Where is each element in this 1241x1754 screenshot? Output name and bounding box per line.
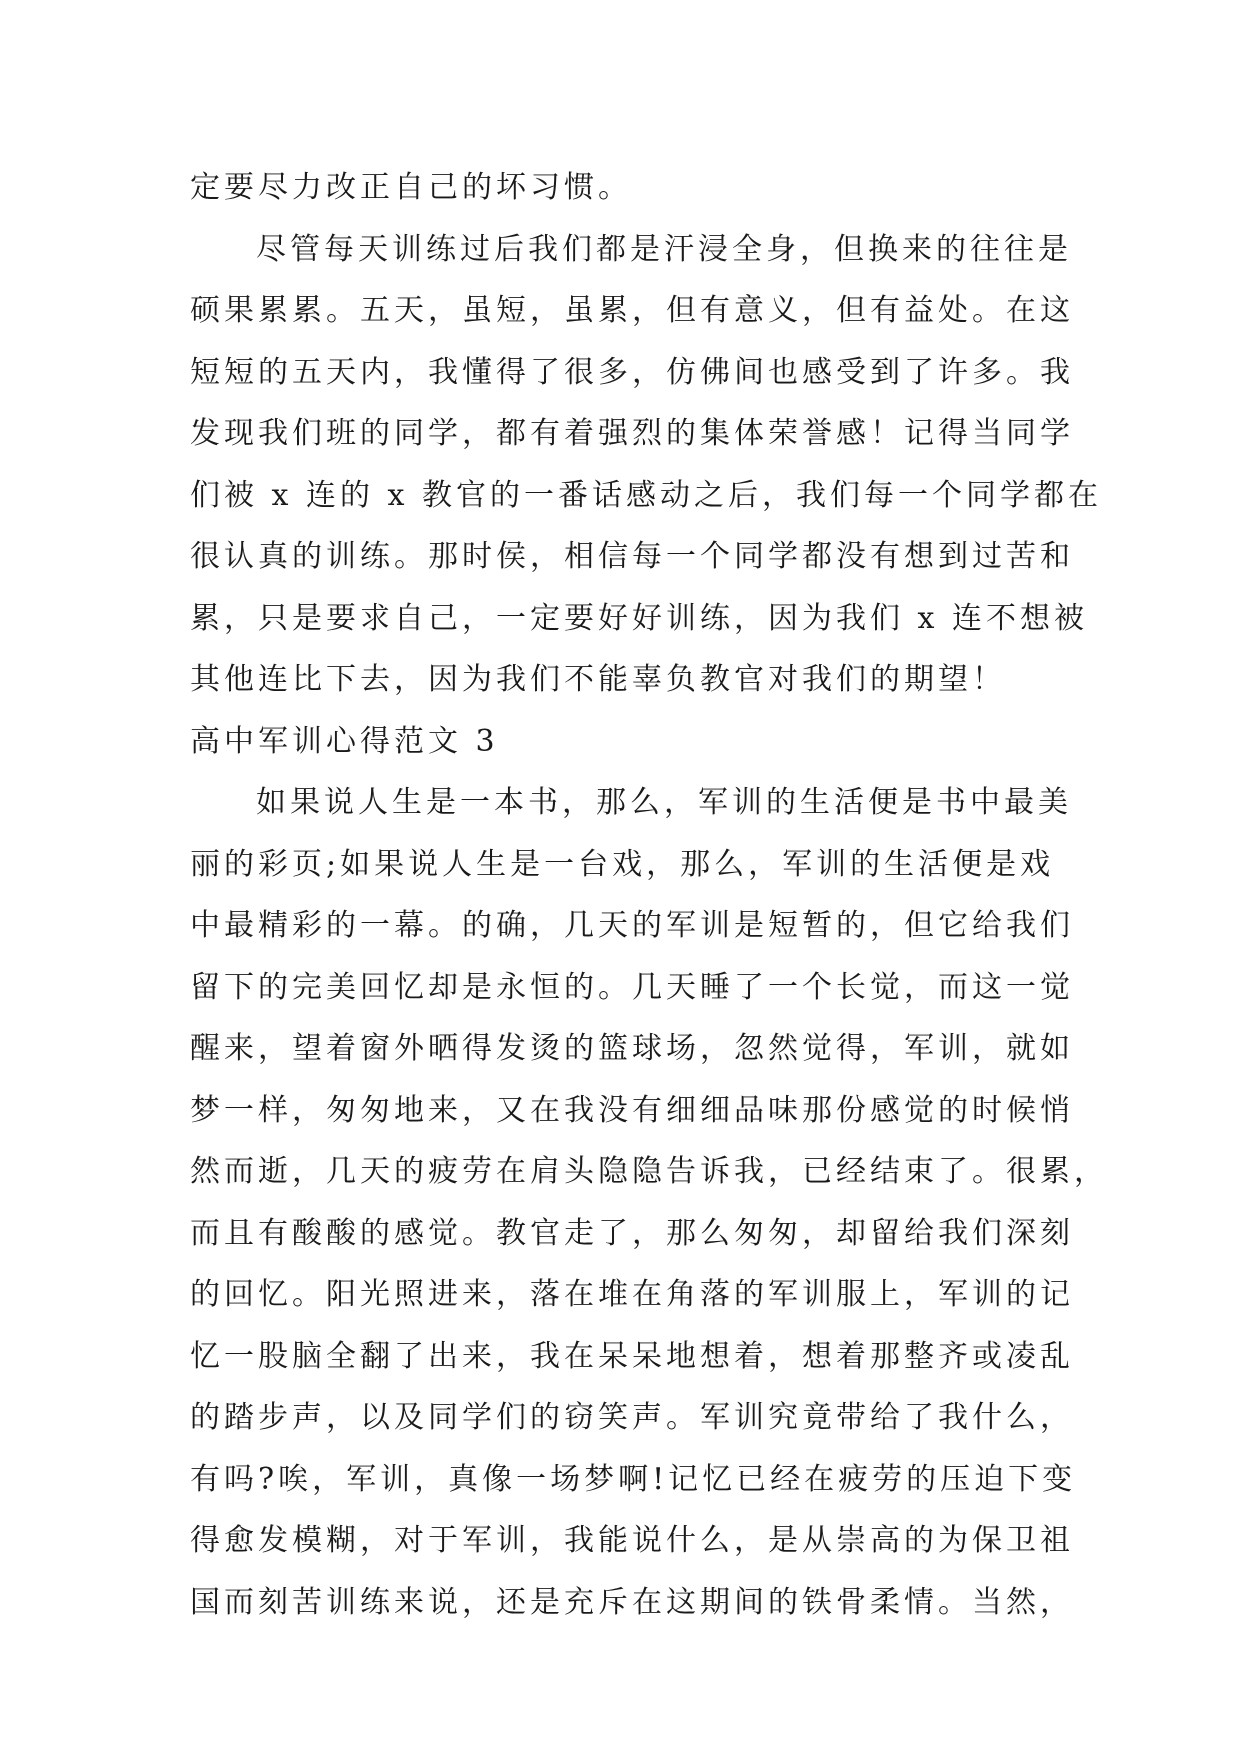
section-heading: 高中军训心得范文 3 bbox=[190, 723, 499, 759]
text-line: 的回忆。阳光照进来，落在堆在角落的军训服上，军训的记 bbox=[190, 1277, 1074, 1312]
text-line: 国而刻苦训练来说，还是充斥在这期间的铁骨柔情。当然， bbox=[190, 1584, 1074, 1620]
text-line: 定要尽力改正自己的坏习惯。 bbox=[190, 170, 632, 205]
text-line: 忆一股脑全翻了出来，我在呆呆地想着，想着那整齐或凌乱 bbox=[190, 1338, 1074, 1374]
text-line: 丽的彩页;如果说人生是一台戏，那么，军训的生活便是戏 bbox=[190, 846, 1055, 882]
text-line: 留下的完美回忆却是永恒的。几天睡了一个长觉，而这一觉 bbox=[190, 969, 1074, 1005]
text-line: 有吗?唉，军训，真像一场梦啊!记忆已经在疲劳的压迫下变 bbox=[190, 1461, 1077, 1497]
text-line: 其他连比下去，因为我们不能辜负教官对我们的期望！ bbox=[190, 662, 1006, 697]
body-text bbox=[190, 157, 1108, 1633]
text-line: 梦一样，匆匆地来，又在我没有细细品味那份感觉的时候悄 bbox=[190, 1092, 1074, 1128]
paragraph-first-line: 尽管每天训练过后我们都是汗浸全身，但换来的往往是 bbox=[256, 231, 1072, 267]
text-line: 醒来，望着窗外晒得发烫的篮球场，忽然觉得，军训，就如 bbox=[190, 1031, 1074, 1066]
text-line: 们被 x 连的 x 教官的一番话感动之后，我们每一个同学都在 bbox=[190, 477, 1102, 513]
text-line: 很认真的训练。那时侯，相信每一个同学都没有想到过苦和 bbox=[190, 539, 1074, 574]
text-line: 累，只是要求自己，一定要好好训练，因为我们 x 连不想被 bbox=[190, 600, 1088, 636]
text-line: 硕果累累。五天，虽短，虽累，但有意义，但有益处。在这 bbox=[190, 293, 1074, 328]
text-line: 发现我们班的同学，都有着强烈的集体荣誉感！记得当同学 bbox=[190, 416, 1074, 451]
text-line: 而且有酸酸的感觉。教官走了，那么匆匆，却留给我们深刻 bbox=[190, 1215, 1074, 1251]
text-line: 中最精彩的一幕。的确，几天的军训是短暂的，但它给我们 bbox=[190, 908, 1074, 943]
text-line: 的踏步声，以及同学们的窃笑声。军训究竟带给了我什么， bbox=[190, 1400, 1074, 1435]
text-line: 然而逝，几天的疲劳在肩头隐隐告诉我，已经结束了。很累， bbox=[190, 1154, 1108, 1189]
text-line: 得愈发模糊，对于军训，我能说什么，是从崇高的为保卫祖 bbox=[190, 1523, 1074, 1558]
paragraph-first-line: 如果说人生是一本书，那么，军训的生活便是书中最美 bbox=[256, 785, 1072, 820]
text-line: 短短的五天内，我懂得了很多，仿佛间也感受到了许多。我 bbox=[190, 354, 1074, 390]
